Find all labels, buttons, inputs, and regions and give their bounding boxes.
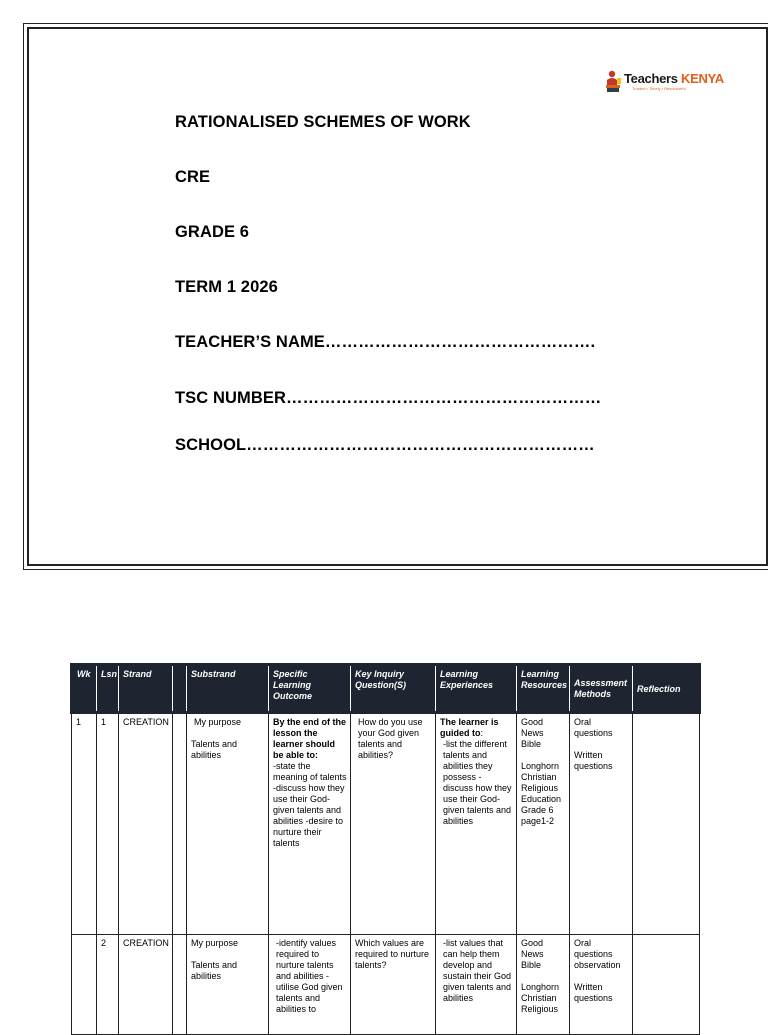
experiences-body: -list the different talents and abilities they possess - discuss how they use their God-given talents and abilities — [443, 739, 512, 826]
assessment-written: Written questions — [574, 982, 613, 1003]
cell-substrand — [187, 713, 269, 935]
substrand-title: My purpose — [191, 938, 239, 948]
logo-brand-teachers: Teachers — [624, 71, 678, 86]
cover-term: TERM 1 2026 — [175, 278, 278, 296]
outcome-intro: By the end of the lesson the learner should be able to: — [273, 717, 347, 760]
col-header-lesson: Lsn — [97, 665, 119, 713]
col-header-outcome: Specific Learning Outcome — [269, 665, 351, 713]
assessment-written: Written questions — [574, 750, 613, 771]
logo-tagline: Trusted • Timely • Resourceful — [632, 86, 686, 91]
resource-textbook: Longhorn Christian Religious — [521, 982, 560, 1014]
logo-brand-kenya: KENYA — [681, 71, 724, 86]
cell-resources — [517, 713, 570, 935]
assessment-oral: Oral questions — [574, 717, 613, 738]
col-header-strand: Strand — [119, 665, 173, 713]
outcome-body: -identify values required to nurture talents and abilities -utilise God given talents and abilities to — [276, 938, 343, 1014]
cell-resources — [517, 935, 570, 1035]
experiences-body: -list values that can help them develop and sustain their God given talents and abilities — [443, 938, 512, 1003]
table-row — [72, 713, 700, 935]
substrand-topic: Talents and abilities — [191, 960, 238, 981]
col-header-assessment: Assessment Methods — [570, 665, 633, 713]
cover-subject: CRE — [175, 168, 211, 186]
cell-reflection — [633, 935, 700, 1035]
cell-strand: CREATION — [119, 935, 173, 1035]
cell-assessment — [570, 713, 633, 935]
cell-experiences — [436, 935, 517, 1035]
cell-inquiry — [351, 713, 436, 935]
col-header-resources: Learning Resources — [517, 665, 570, 713]
teachers-kenya-logo — [605, 70, 724, 96]
col-header-blank — [173, 665, 187, 713]
inquiry-text: Which values are required to nurture talents? — [355, 938, 430, 970]
cell-reflection — [633, 713, 700, 935]
cell-inquiry — [351, 935, 436, 1035]
cell-substrand — [187, 935, 269, 1035]
cover-grade: GRADE 6 — [175, 223, 250, 241]
table-header-row — [72, 665, 700, 713]
teacher-figure-icon — [605, 70, 623, 94]
tsc-number-field: TSC NUMBER………………………………………………… — [175, 389, 602, 407]
experiences-colon: : — [480, 728, 484, 738]
teacher-name-field: TEACHER’S NAME…………………………………………. — [175, 333, 596, 351]
substrand-topic: Talents and abilities — [191, 739, 238, 760]
cell-lesson: 2 — [97, 935, 119, 1035]
col-header-substrand: Substrand — [187, 665, 269, 713]
table-row — [72, 935, 700, 1035]
school-field: SCHOOL……………………………………………………… — [175, 436, 595, 454]
inquiry-text: How do you use your God given talents and abilities? — [358, 717, 423, 760]
cell-week — [72, 935, 97, 1035]
cell-outcome — [269, 713, 351, 935]
cell-strand: CREATION — [119, 713, 173, 935]
resource-bible: Good News Bible — [521, 717, 544, 749]
assessment-oral: Oral questions observation — [574, 938, 621, 970]
col-header-inquiry: Key Inquiry Question(S) — [351, 665, 436, 713]
cell-assessment — [570, 935, 633, 1035]
cell-lesson: 1 — [97, 713, 119, 935]
cover-title: RATIONALISED SCHEMES OF WORK — [175, 113, 471, 131]
substrand-title: My purpose — [194, 717, 242, 727]
logo-brand — [624, 71, 724, 86]
scheme-of-work-table — [70, 663, 701, 1035]
col-header-reflection: Reflection — [633, 665, 700, 713]
col-header-experiences: Learning Experiences — [436, 665, 517, 713]
resource-bible: Good News Bible — [521, 938, 544, 970]
cell-blank — [173, 935, 187, 1035]
resource-textbook: Longhorn Christian Religious Education Grade 6 page1-2 — [521, 761, 562, 826]
cell-blank — [173, 713, 187, 935]
outcome-body: -state the meaning of talents -discuss how they use their God-given talents and abilities -desire to nurture their talents — [273, 761, 347, 848]
cover-frame-inner — [27, 27, 768, 566]
experiences-intro: The learner is guided to — [440, 717, 499, 738]
cell-week: 1 — [72, 713, 97, 935]
cell-outcome — [269, 935, 351, 1035]
col-header-week: Wk — [72, 665, 97, 713]
cell-experiences — [436, 713, 517, 935]
